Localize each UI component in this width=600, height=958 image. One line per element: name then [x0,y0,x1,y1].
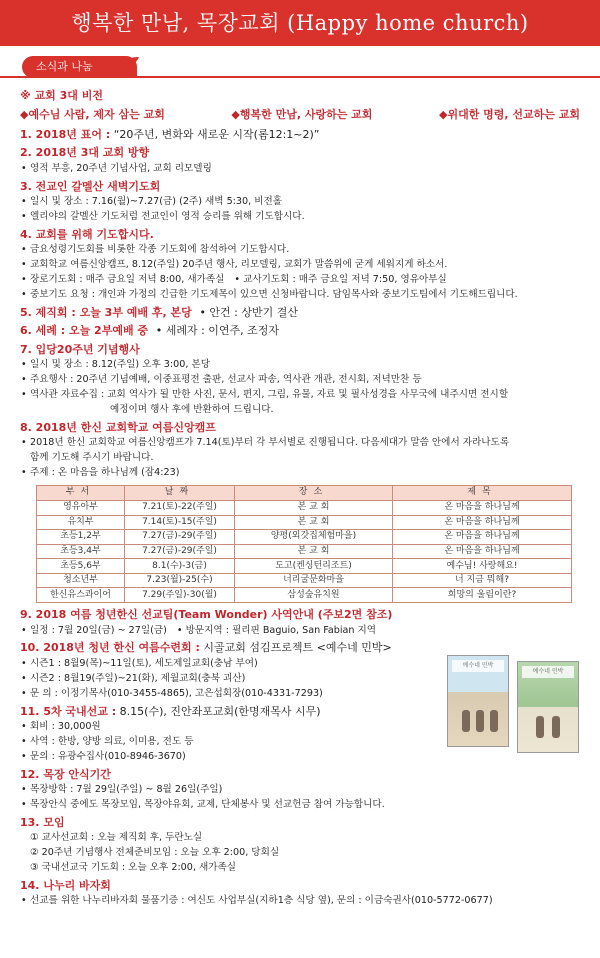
table-cell: 온 마음을 하나님께 [393,530,572,545]
table-cell: 본 교 회 [235,500,393,515]
teacher-prayer: • 교사기도회 : 매주 금요일 저녁 7:50, 영유아부실 [234,274,447,286]
table-cell: 예수님! 사랑해요! [393,559,572,574]
list-item [20,624,580,639]
list-item: • 목장안식 중에도 목장모임, 목장야유회, 교제, 단체봉사 및 선교헌금 참여 가능합니다. [20,798,580,813]
table-cell: 본 교 회 [235,515,393,530]
list-item: • 주제 : 온 마음을 하나님께 (잠4:23) [20,466,580,481]
section-direction [20,145,580,176]
list-item [20,273,580,288]
table-cell: 7.29(주일)-30(월) [125,588,235,603]
table-cell: 유치부 [37,515,125,530]
table-cell: 7.14(토)-15(주일) [125,515,235,530]
section-title: 6. 세례 : 오늘 2부예배 중 [20,324,149,338]
vision-list [20,107,580,123]
vision-item: ◆예수님 사람, 제자 삼는 교회 [20,107,165,121]
column-header: 부서 [37,485,125,500]
list-item-continued: 함께 기도해 주시기 바랍니다. [30,452,154,464]
vision-item: ◆행복한 만남, 사랑하는 교회 [231,107,373,121]
table-cell: 초등3,4부 [37,544,125,559]
column-header: 장소 [235,485,393,500]
list-item: • 사역 : 한방, 양방 의료, 이미용, 전도 등 [20,735,580,750]
section-title: 11. 5차 국내선교 : [20,704,117,718]
leaf-icon [120,56,140,70]
table-cell: 영유아부 [37,500,125,515]
section-title: 9. 2018 여름 청년한신 선교팀(Team Wonder) 사역안내 (주보2면 참조) [20,608,393,622]
list-item: • 역사관 자료수집 : 교회 역사가 될 만한 사진, 문서, 편지, 그림, 유물, 자료 및 필사성경을 사무국에 내주시면 전시할 [20,388,580,403]
section-bazaar [20,878,580,909]
agenda-text: • 안건 : 상반기 결산 [199,305,298,319]
list-item: • 엘리야의 갈멜산 기도처럼 전교인이 영적 승리를 위해 기도합시다. [20,210,580,225]
section-prayer-meeting [20,179,580,225]
mission-detail: 8.15(수), 진안좌포교회(한명재목사 시무) [116,704,321,718]
table-row [37,515,572,530]
baptism-names: • 세례자 : 이연주, 조정자 [155,324,280,338]
table-row [37,530,572,545]
list-item: • 영적 부흥, 20주년 기념사업, 교회 리모델링 [20,162,580,177]
tab-news: 소식과 나눔 [22,56,137,78]
elder-prayer: • 장로기도회 : 매주 금요일 저녁 8:00, 새가족실 [30,274,225,286]
section-title: 12. 목장 안식기간 [20,767,111,781]
section-title: 5. 제직회 : 오늘 3부 예배 후, 본당 [20,305,192,319]
list-item: • 선교를 위한 나누리바자회 물품기증 : 여신도 사업부실(지하1층 식당 옆), 문의 : 이금숙권사(010-5772-0677) [20,894,580,909]
table-cell: 희망의 울림이란? [393,588,572,603]
section-motto [20,127,580,144]
list-item: ② 20주년 기념행사 전체준비모임 : 오늘 오후 2:00, 당회실 [30,847,280,859]
section-meetings [20,815,580,876]
list-item: ③ 국내선교국 기도회 : 오늘 오후 2:00, 새가족실 [30,862,237,874]
table-cell: 도고(켄싱턴리조트) [235,559,393,574]
list-item: • 주요행사 : 20주년 기념예배, 이중표평전 출판, 선교사 파송, 역사관 개관, 전시회, 저녁만찬 등 [20,373,580,388]
table-cell: 8.1(수)-3(금) [125,559,235,574]
list-item: • 회비 : 30,000원 [20,720,580,735]
table-cell: 온 마음을 하나님께 [393,544,572,559]
project-name: 시골교회 섬김프로젝트 <예수네 민박> [199,641,392,655]
section-title: 1. 2018년 표어 : [20,127,111,141]
retreat-posters [447,655,582,795]
motto-text: “20주년, 변화와 새로운 시작(롬12:1~2)” [110,127,320,141]
list-item: • 중보기도 요청 : 개인과 가정의 긴급한 기도제목이 있으면 신청바랍니다. 담임목사와 중보기도팀에서 기도해드립니다. [20,288,580,303]
table-header-row [37,485,572,500]
page-title: 행복한 만남, 목장교회 (Happy home church) [71,10,529,35]
table-cell: 너 지금 뭐해? [393,573,572,588]
section-title: 13. 모임 [20,815,65,829]
table-cell: 초등1,2부 [37,530,125,545]
table-cell: 한신유스콰이어 [37,588,125,603]
section-summer-camp [20,420,580,481]
list-item: • 일시 및 장소 : 8.12(주일) 오후 3:00, 본당 [20,358,580,373]
section-title: 2. 2018년 3대 교회 방향 [20,146,150,160]
table-cell: 7.21(토)-22(주일) [125,500,235,515]
vision-item: ◆위대한 명령, 선교하는 교회 [438,107,580,121]
table-row [37,559,572,574]
section-title: 8. 2018년 한신 교회학교 여름신앙캠프 [20,420,216,434]
section-title: 4. 교회를 위해 기도합시다. [20,227,154,241]
schedule-text: • 일정 : 7월 20일(금) ~ 27일(금) [30,624,167,636]
column-header: 날짜 [125,485,235,500]
section-mission-team [20,607,580,638]
section-pray [20,227,580,303]
list-item: • 목장방학 : 7월 29일(주일) ~ 8월 26일(주일) [20,783,580,798]
table-cell: 온 마음을 하나님께 [393,500,572,515]
table-row [37,588,572,603]
list-item: • 문의 : 유광수집사(010-8946-3670) [20,750,580,765]
table-row [37,500,572,515]
table-cell: 양평(외갓집체험마을) [235,530,393,545]
section-deacons-meeting [20,305,580,322]
column-header: 제목 [393,485,572,500]
list-item: • 시즌2 : 8월19(주일)~21(화), 제월교회(충북 괴산) [20,672,580,687]
page-header [0,0,600,46]
table-cell: 청소년부 [37,573,125,588]
poster-caption: 예수네 민박 [522,666,574,678]
region-text: • 방문지역 : 필리핀 Baguio, San Fabian 지역 [176,624,377,636]
table-cell: 너리굴문화마을 [235,573,393,588]
list-item: • 문 의 : 이정기목사(010-3455-4865), 고은섭회장(010-4331-7293) [20,687,580,702]
list-item: • 2018년 한신 교회학교 여름신앙캠프가 7.14(토)부터 각 부서별로 진행됩니다. 다음세대가 말씀 안에서 자라나도록 [20,436,580,451]
table-cell: 7.27(금)-29(주일) [125,544,235,559]
camp-schedule-table [36,485,572,603]
list-item: • 금요성령기도회를 비롯한 각종 기도회에 참석하여 기도합시다. [20,243,580,258]
section-title: 10. 2018년 청년 한신 여름수련회 : [20,641,200,655]
list-item: ① 교사선교회 : 오늘 제직회 후, 두란노실 [30,832,203,844]
list-item: • 일시 및 장소 : 7.16(월)~7.27(금) (2주) 새벽 5:30, 비전홀 [20,195,580,210]
table-cell: 7.23(월)-25(수) [125,573,235,588]
vision-heading: ※ 교회 3대 비전 [20,89,103,102]
section-title: 3. 전교인 갈멜산 새벽기도회 [20,179,161,193]
section-title: 7. 입당20주년 기념행사 [20,342,140,356]
poster-image [447,655,509,747]
section-anniversary [20,342,580,418]
section-title: 14. 나누리 바자회 [20,878,111,892]
section-baptism [20,323,580,340]
table-cell: 본 교 회 [235,544,393,559]
table-row [37,544,572,559]
list-item: • 교회학교 여름신앙캠프, 8.12(주일) 20주년 행사, 리모델링, 교회가 말씀위에 굳게 세워지게 하소서. [20,258,580,273]
poster-image [517,661,579,753]
table-cell: 7.27(금)-29(주일) [125,530,235,545]
poster-caption: 예수네 민박 [452,660,504,672]
table-row [37,573,572,588]
section-tab-bar [0,54,600,80]
table-cell: 초등5,6부 [37,559,125,574]
list-item-continued: 예정이며 행사 후에 반환하여 드립니다. [110,403,274,415]
table-cell: 온 마음을 하나님께 [393,515,572,530]
list-item: • 시즌1 : 8월9(목)~11일(토), 세도제일교회(충남 부여) [20,657,580,672]
table-cell: 삼성숲유치원 [235,588,393,603]
